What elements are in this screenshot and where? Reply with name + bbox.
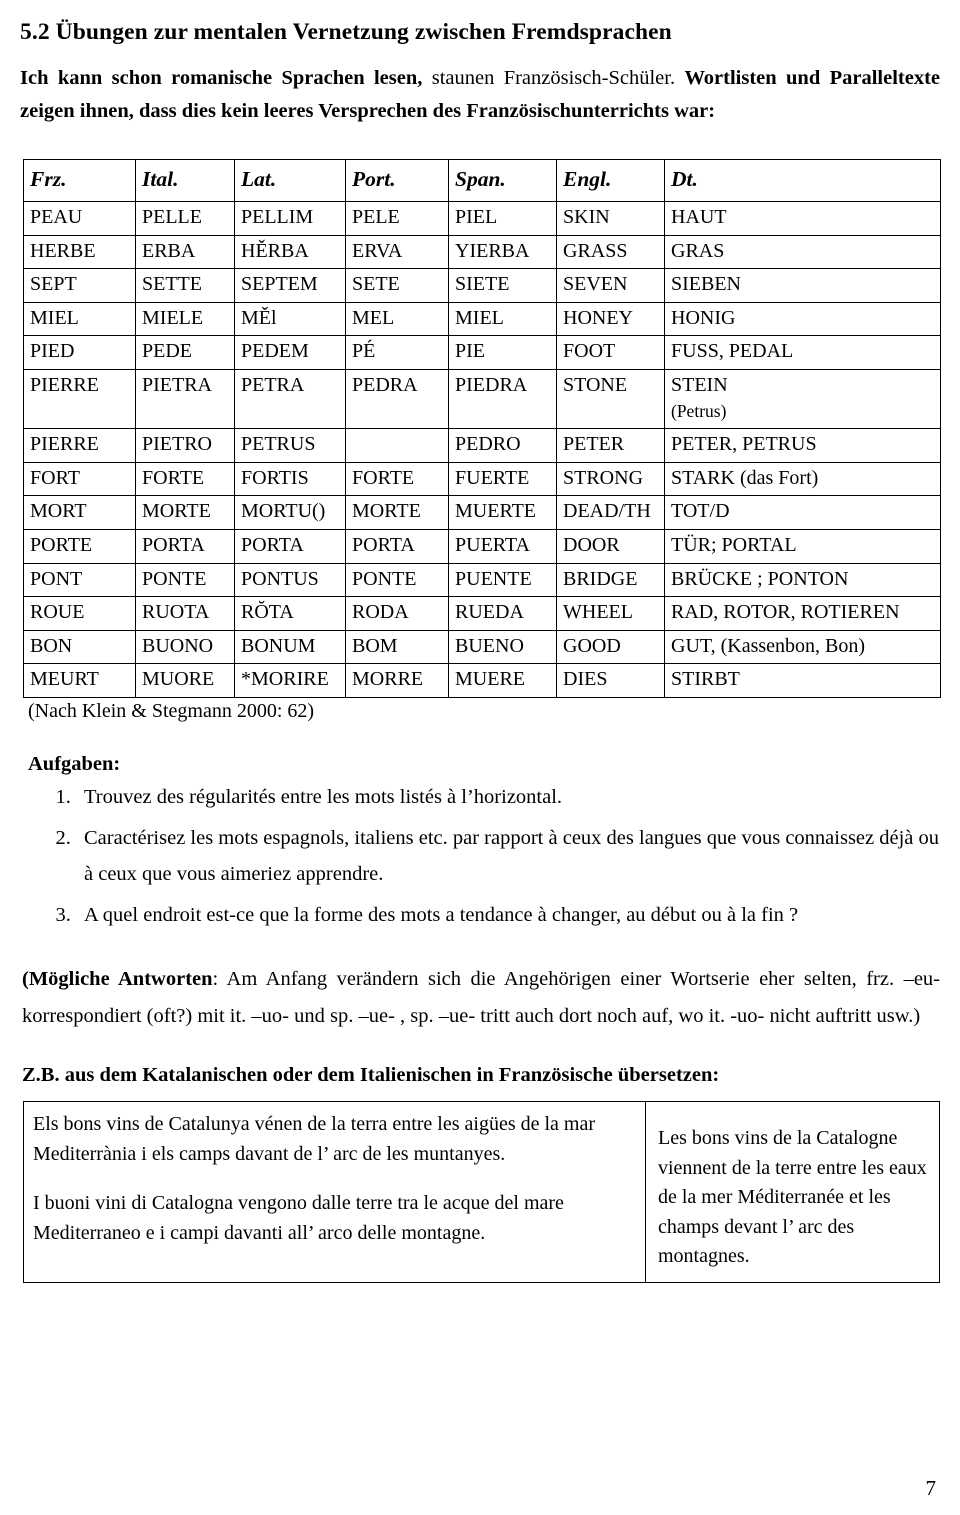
table-cell: MORTE: [136, 496, 235, 530]
table-cell: FORT: [24, 462, 136, 496]
table-cell: MORTU(): [235, 496, 346, 530]
table-cell: YIERBA: [449, 235, 557, 269]
table-cell: PELLIM: [235, 202, 346, 236]
table-cell: STARK (das Fort): [665, 462, 941, 496]
table-row: [24, 370, 941, 429]
answers-bold-lead: (Mögliche Antworten: [22, 968, 213, 991]
table-cell: STIRBT: [665, 664, 941, 698]
table-cell: PIETRA: [136, 370, 235, 429]
table-cell-note: (Petrus): [671, 400, 727, 421]
table-cell: PUERTA: [449, 530, 557, 564]
table-row: [24, 462, 941, 496]
table-row: [24, 563, 941, 597]
table-cell: FORTIS: [235, 462, 346, 496]
table-header-row: [24, 159, 941, 202]
table-cell: STONE: [557, 370, 665, 429]
table-cell: PORTA: [136, 530, 235, 564]
translation-source-cell: [24, 1102, 646, 1282]
table-cell: ERBA: [136, 235, 235, 269]
table-cell: BOM: [346, 630, 449, 664]
table-cell: RŎTA: [235, 597, 346, 631]
table-cell: FORTE: [136, 462, 235, 496]
table-cell: MUORE: [136, 664, 235, 698]
list-item: 1. Trouvez des régularités entre les mots listés à l’horizontal.: [76, 780, 940, 815]
table-cell: PORTA: [346, 530, 449, 564]
table-cell: SEVEN: [557, 269, 665, 303]
table-cell: MUERE: [449, 664, 557, 698]
table-cell: SIEBEN: [665, 269, 941, 303]
table-cell: PETRUS: [235, 429, 346, 463]
table-header-cell: Lat.: [235, 159, 346, 202]
table-cell: PIE: [449, 336, 557, 370]
table-cell: MORT: [24, 496, 136, 530]
example-heading-lead: Z.B.: [22, 1063, 60, 1086]
table-cell: MIELE: [136, 302, 235, 336]
table-cell: GRAS: [665, 235, 941, 269]
table-row: [24, 202, 941, 236]
catalan-text: Els bons vins de Catalunya vénen de la terra entre les aigües de la mar Mediterrània i els camps davant de l’ arc de les muntanyes.: [33, 1112, 596, 1165]
table-cell: PONT: [24, 563, 136, 597]
table-cell: BUENO: [449, 630, 557, 664]
list-item: 3. A quel endroit est-ce que la forme des mots a tendance à changer, au début ou à la fin ?: [76, 898, 940, 933]
table-cell: BRIDGE: [557, 563, 665, 597]
table-cell: DIES: [557, 664, 665, 698]
table-cell: ROUE: [24, 597, 136, 631]
italian-text: I buoni vini di Catalogna vengono dalle terre tra le acque del mare Mediterraneo e i campi davanti all’ arco delle montagne.: [33, 1192, 564, 1244]
table-header-cell: Span.: [449, 159, 557, 202]
table-cell: SETTE: [136, 269, 235, 303]
french-text: Les bons vins de la Catalogne viennent de la terre entre les eaux de la mer Méditerranée et les champs devant l’ arc des montagnes.: [658, 1126, 927, 1268]
table-header-cell: Dt.: [665, 159, 941, 202]
table-cell: TÜR; PORTAL: [665, 530, 941, 564]
intro-bold-tail: Wortlisten und Paralleltexte zeigen ihnen, dass dies kein leeres Versprechen des Französischunterrichts war:: [20, 67, 940, 123]
table-cell: PELLE: [136, 202, 235, 236]
answers-text: : Am Anfang verändern sich die Angehörigen einer Wortserie eher selten, frz. –eu- korrespondiert (oft?) mit it. –uo- und sp. –ue- , sp. –ue- tritt auch dort noch auf, wo it. -uo- nicht auftritt usw.): [22, 968, 940, 1027]
table-cell: PIED: [24, 336, 136, 370]
table-cell: FOOT: [557, 336, 665, 370]
table-cell: PEDRA: [346, 370, 449, 429]
table-row: [24, 597, 941, 631]
page-number: 7: [925, 1476, 936, 1500]
table-cell: FUSS, PEDAL: [665, 336, 941, 370]
table-cell: HERBE: [24, 235, 136, 269]
table-cell: PÉ: [346, 336, 449, 370]
page-title: 5.2 Übungen zur mentalen Vernetzung zwischen Fremdsprachen: [20, 19, 672, 45]
table-cell: PETER: [557, 429, 665, 463]
table-cell: BON: [24, 630, 136, 664]
table-cell-text: STEIN: [671, 374, 728, 397]
example-heading-text: aus dem Katalanischen oder dem Italienischen in Französische übersetzen:: [59, 1063, 720, 1086]
table-row: [24, 530, 941, 564]
table-cell: SEPT: [24, 269, 136, 303]
table-cell: PETRA: [235, 370, 346, 429]
table-cell: DOOR: [557, 530, 665, 564]
table-cell: RUOTA: [136, 597, 235, 631]
intro-plain: staunen Französisch-Schüler.: [422, 67, 685, 90]
table-cell: PONTE: [136, 563, 235, 597]
intro-bold-lead: Ich kann schon romanische Sprachen lesen,: [20, 67, 423, 90]
table-cell: DEAD/TH: [557, 496, 665, 530]
table-cell: HONIG: [665, 302, 941, 336]
table-cell: RAD, ROTOR, ROTIEREN: [665, 597, 941, 631]
tasks-list: [20, 780, 940, 933]
table-row: [24, 302, 941, 336]
table-cell: FORTE: [346, 462, 449, 496]
table-cell: PORTE: [24, 530, 136, 564]
table-header-cell: Ital.: [136, 159, 235, 202]
table-cell: MIEL: [449, 302, 557, 336]
table-row: [24, 429, 941, 463]
translation-target-cell: [646, 1102, 939, 1282]
table-cell: PEDEM: [235, 336, 346, 370]
cognate-table: [23, 159, 941, 698]
answers-paragraph: [22, 961, 940, 1034]
table-cell: SETE: [346, 269, 449, 303]
table-cell: PEDE: [136, 336, 235, 370]
table-cell-stein: [665, 370, 941, 429]
table-cell: HĚRBA: [235, 235, 346, 269]
table-cell: [346, 429, 449, 463]
table-cell: PIEDRA: [449, 370, 557, 429]
table-row: [24, 269, 941, 303]
table-cell: SEPTEM: [235, 269, 346, 303]
table-cell: PETER, PETRUS: [665, 429, 941, 463]
table-header-cell: Engl.: [557, 159, 665, 202]
table-cell: PONTUS: [235, 563, 346, 597]
table-header-cell: Frz.: [24, 159, 136, 202]
table-cell: PIEL: [449, 202, 557, 236]
table-cell: HONEY: [557, 302, 665, 336]
table-cell: MĚl: [235, 302, 346, 336]
table-cell: PIETRO: [136, 429, 235, 463]
table-cell: SIETE: [449, 269, 557, 303]
table-cell: GRASS: [557, 235, 665, 269]
table-row: [24, 235, 941, 269]
table-cell: TOT/D: [665, 496, 941, 530]
tasks-heading: Aufgaben:: [28, 753, 121, 776]
table-cell: BRÜCKE ; PONTON: [665, 563, 941, 597]
table-row: [24, 336, 941, 370]
table-row: [24, 664, 941, 698]
example-heading: [22, 1064, 940, 1087]
table-cell: FUERTE: [449, 462, 557, 496]
list-item: 2. Caractérisez les mots espagnols, italiens etc. par rapport à ceux des langues que vous connaissez déjà ou à ceux que vous aimeriez apprendre.: [76, 821, 940, 892]
table-cell: MEL: [346, 302, 449, 336]
table-cell: PONTE: [346, 563, 449, 597]
table-cell: RUEDA: [449, 597, 557, 631]
source-note: (Nach Klein & Stegmann 2000: 62): [28, 700, 315, 723]
translation-table: [23, 1101, 940, 1283]
table-cell: BONUM: [235, 630, 346, 664]
table-cell: PORTA: [235, 530, 346, 564]
table-cell: STRONG: [557, 462, 665, 496]
table-cell: PUENTE: [449, 563, 557, 597]
table-cell: GUT, (Kassenbon, Bon): [665, 630, 941, 664]
table-cell: PELE: [346, 202, 449, 236]
table-row: [24, 496, 941, 530]
table-cell: MUERTE: [449, 496, 557, 530]
table-cell: MIEL: [24, 302, 136, 336]
table-header-cell: Port.: [346, 159, 449, 202]
intro-paragraph: [20, 62, 940, 128]
table-cell: PEDRO: [449, 429, 557, 463]
table-cell: WHEEL: [557, 597, 665, 631]
table-cell: MORTE: [346, 496, 449, 530]
table-cell: PIERRE: [24, 429, 136, 463]
table-cell: RODA: [346, 597, 449, 631]
table-cell: BUONO: [136, 630, 235, 664]
table-cell: MORRE: [346, 664, 449, 698]
table-cell: MEURT: [24, 664, 136, 698]
table-cell: *MORIRE: [235, 664, 346, 698]
table-cell: PEAU: [24, 202, 136, 236]
table-cell: HAUT: [665, 202, 941, 236]
table-cell: GOOD: [557, 630, 665, 664]
table-row: [24, 630, 941, 664]
table-cell: PIERRE: [24, 370, 136, 429]
table-cell: ERVA: [346, 235, 449, 269]
table-cell: SKIN: [557, 202, 665, 236]
